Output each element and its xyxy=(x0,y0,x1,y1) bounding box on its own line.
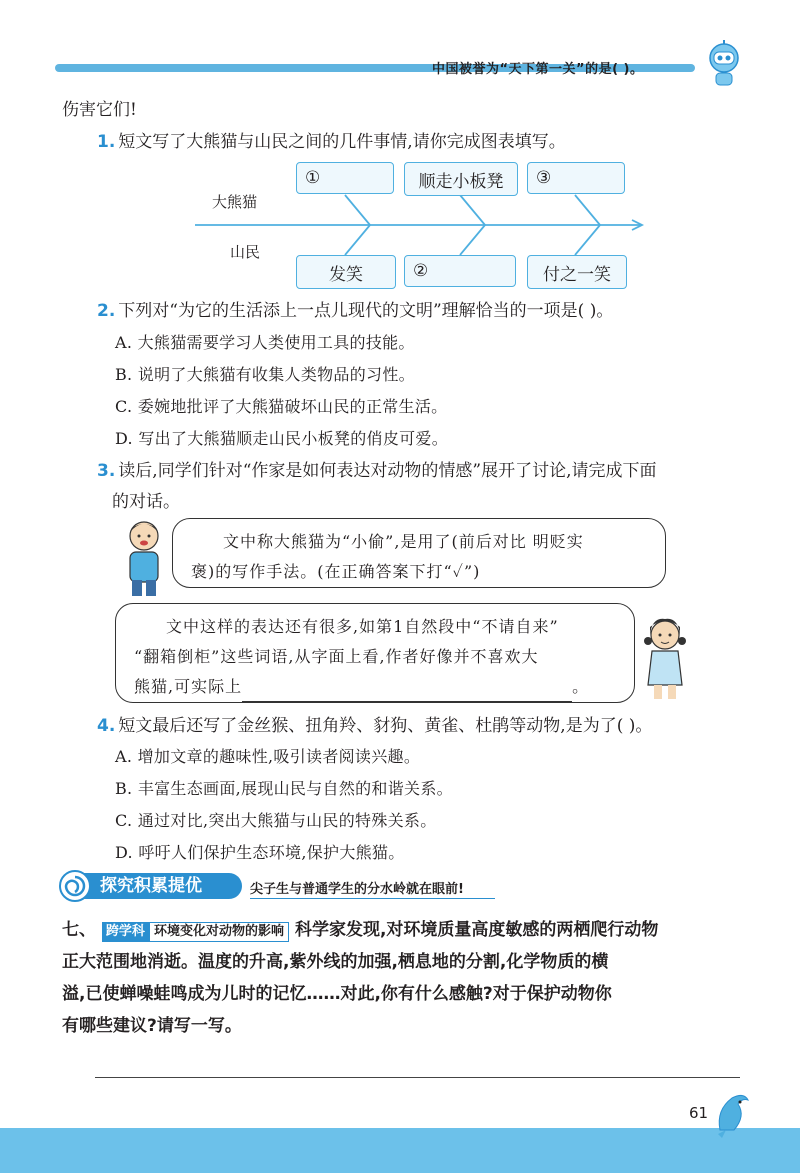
q4-option-d[interactable]: D. 呼吁人们保护生态环境,保护大熊猫。 xyxy=(115,843,405,862)
q4-text: 短文最后还写了金丝猴、扭角羚、豺狗、黄雀、杜鹃等动物,是为了( )。 xyxy=(118,716,653,736)
speech-bubble-boy xyxy=(172,518,666,588)
section-underline xyxy=(250,898,495,899)
q7-text-line4: 有哪些建议?请写一写。 xyxy=(62,1016,242,1036)
intro-line: 伤害它们! xyxy=(62,100,137,120)
q2-text: 下列对“为它的生活添上一点儿现代的文明”理解恰当的一项是( )。 xyxy=(118,301,614,321)
girl-avatar-icon xyxy=(640,615,690,700)
section-title: 探究积累提优 xyxy=(62,873,242,899)
q7-text-line1: 科学家发现,对环境质量高度敏感的两栖爬行动物 xyxy=(294,920,659,940)
q4-option-a[interactable]: A. 增加文章的趣味性,吸引读者阅读兴趣。 xyxy=(115,747,421,766)
q7-block xyxy=(62,914,752,1042)
q4-number: 4. xyxy=(97,716,116,736)
bubble2-line3 xyxy=(134,672,622,702)
fishbone-box-bottom-2[interactable]: ② xyxy=(404,255,516,287)
swirl-icon xyxy=(58,869,92,903)
q2-prompt xyxy=(97,299,613,323)
q4-option-b[interactable]: B. 丰富生态画面,展现山民与自然的和谐关系。 xyxy=(115,779,453,798)
q7-number: 七、 xyxy=(62,920,96,940)
q2-option-c[interactable]: C. 委婉地批评了大熊猫破坏山民的正常生活。 xyxy=(115,397,448,416)
footer-bar xyxy=(0,1128,800,1173)
fishbone-box-bottom-3: 付之一笑 xyxy=(527,255,627,289)
answer-line[interactable] xyxy=(95,1077,740,1078)
q3-prompt-line1 xyxy=(97,459,657,483)
fishbone-box-top-3[interactable]: ③ xyxy=(527,162,625,194)
row-label-villagers: 山民 xyxy=(230,243,261,261)
row-label-panda: 大熊猫 xyxy=(212,193,258,211)
fishbone-box-top-1[interactable]: ① xyxy=(296,162,394,194)
q2-number: 2. xyxy=(97,301,116,321)
page-number: 61 xyxy=(689,1104,709,1122)
fishbone-box-bottom-1: 发笑 xyxy=(296,255,396,289)
q7-text-line3: 溢,已使蝉噪蛙鸣成为儿时的记忆……对此,你有什么感触?对于保护动物你 xyxy=(62,984,612,1004)
q7-line1 xyxy=(62,914,752,946)
q7-text-line2: 正大范围地消逝。温度的升高,紫外线的加强,栖息地的分割,化学物质的横 xyxy=(62,952,609,972)
boy-avatar-icon xyxy=(118,518,170,598)
q2-option-a[interactable]: A. 大熊猫需要学习人类使用工具的技能。 xyxy=(115,333,415,352)
topic-tag: 环境变化对动物的影响 xyxy=(149,922,289,942)
q3-number: 3. xyxy=(97,461,116,481)
fishbone-box-top-2: 顺走小板凳 xyxy=(404,162,518,196)
q3-text-line2: 的对话。 xyxy=(112,492,180,512)
q1-prompt xyxy=(97,130,566,154)
bubble1-line1: 文中称大熊猫为“小偷”,是用了(前后对比 明贬实 xyxy=(223,532,584,551)
bubble2-line3-text: 熊猫,可实际上 xyxy=(134,677,243,696)
dolphin-icon xyxy=(712,1090,752,1140)
header-question: 中国被誉为“天下第一关”的是( )。 xyxy=(432,62,644,77)
bubble1-line2: 褒)的写作手法。(在正确答案下打“✓”) xyxy=(191,562,481,581)
q1-text: 短文写了大熊猫与山民之间的几件事情,请你完成图表填写。 xyxy=(118,132,566,152)
q4-option-c[interactable]: C. 通过对比,突出大熊猫与山民的特殊关系。 xyxy=(115,811,437,830)
answer-blank[interactable] xyxy=(242,683,572,702)
robot-mascot-icon xyxy=(702,40,746,88)
bubble2-line2: “翻箱倒柜”这些词语,从字面上看,作者好像并不喜欢大 xyxy=(134,647,539,666)
q3-text-line1: 读后,同学们针对“作家是如何表达对动物的情感”展开了讨论,请完成下面 xyxy=(118,461,657,481)
q1-number: 1. xyxy=(97,132,116,152)
bubble2-line3-end: 。 xyxy=(572,677,590,696)
section-subtitle: 尖子生与普通学生的分水岭就在眼前! xyxy=(250,882,464,897)
q2-option-d[interactable]: D. 写出了大熊猫顺走山民小板凳的俏皮可爱。 xyxy=(115,429,449,448)
cross-subject-tag: 跨学科 xyxy=(102,922,149,942)
q2-option-b[interactable]: B. 说明了大熊猫有收集人类物品的习性。 xyxy=(115,365,415,384)
q4-prompt xyxy=(97,714,652,738)
bubble2-line1: 文中这样的表达还有很多,如第1自然段中“不请自来” xyxy=(166,617,559,636)
speech-bubble-girl xyxy=(115,603,635,703)
